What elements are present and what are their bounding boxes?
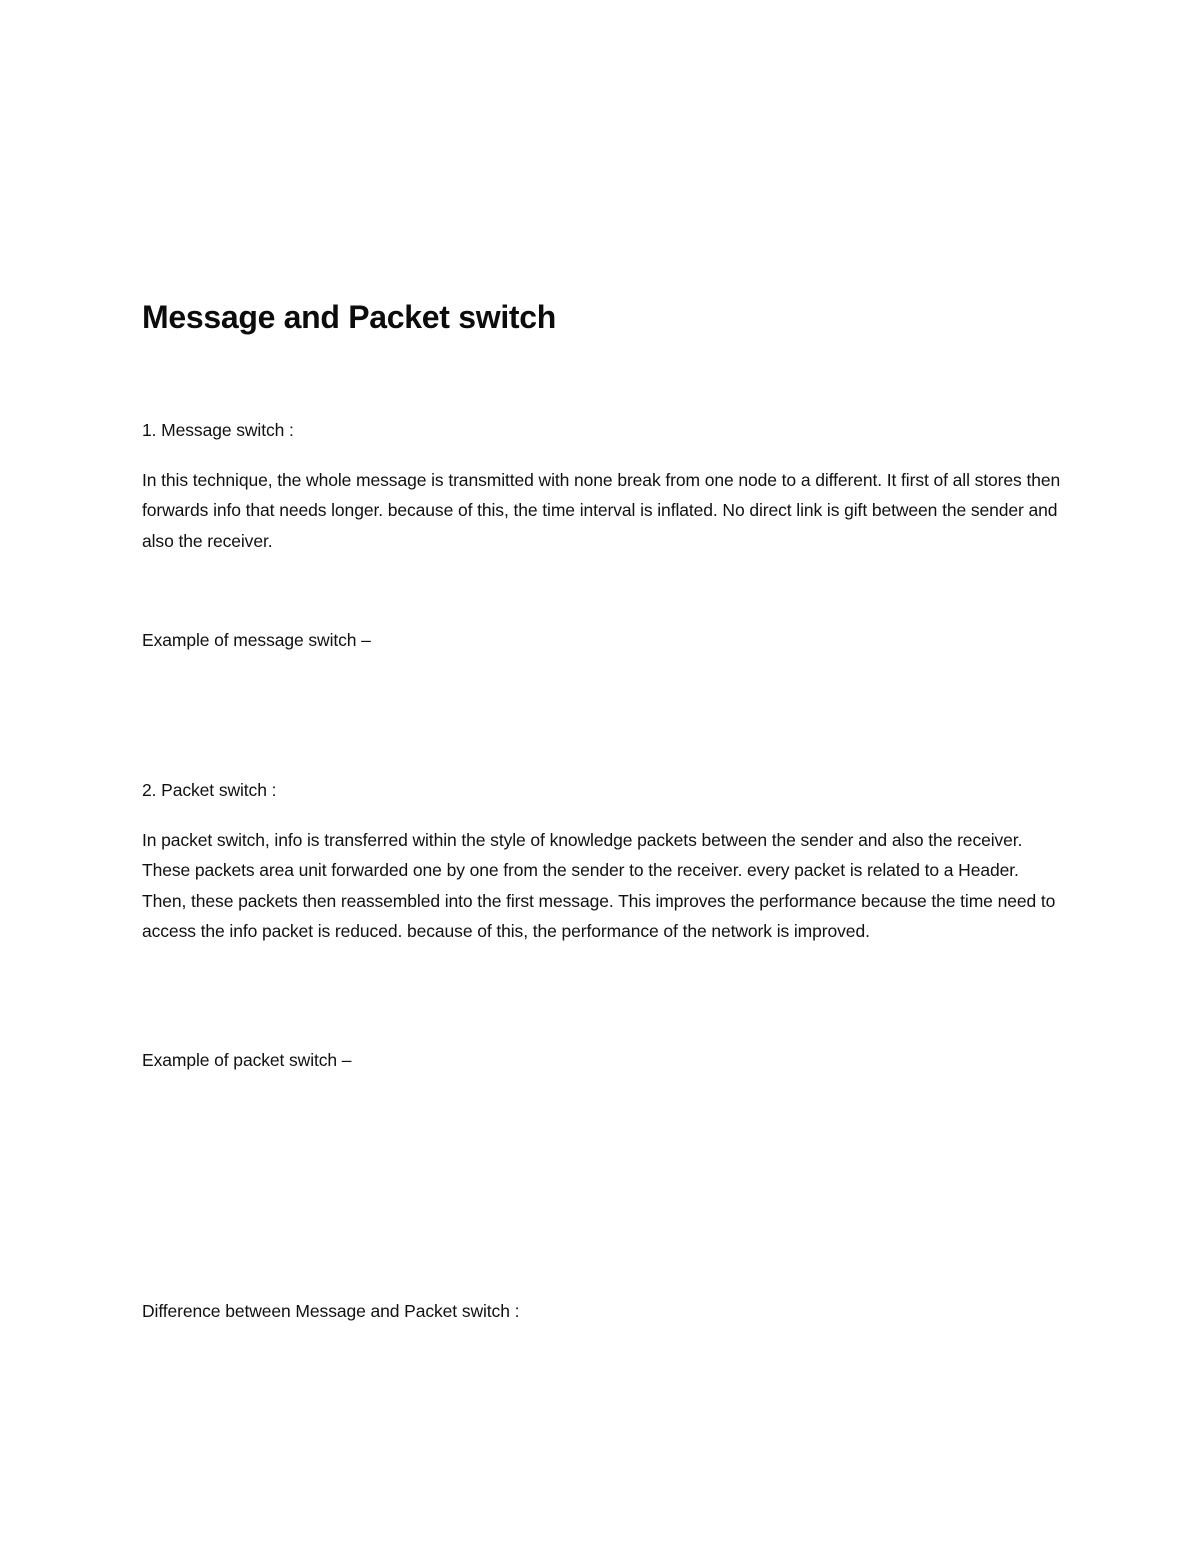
message-switch-example-label: Example of message switch – xyxy=(142,630,371,650)
message-switch-heading: 1. Message switch : xyxy=(142,420,294,440)
packet-switch-paragraph: In packet switch, info is transferred within the style of knowledge packets between the sender and also the receiver. These packets area unit forwarded one by one from the sender to the receiver. every packet is related to a Header. Then, these packets then reassembled into the first message. This improves the performance because the time need to access the info packet is reduced. because of this, the performance of the network is improved. xyxy=(142,830,1056,941)
message-switch-paragraph: In this technique, the whole message is transmitted with none break from one node to a different. It first of all stores then forwards info that needs longer. because of this, the time interval is inflated. No direct link is gift between the sender and also the receiver. xyxy=(142,470,1061,551)
difference-heading: Difference between Message and Packet switch : xyxy=(142,1301,520,1321)
document-title: Message and Packet switch xyxy=(142,299,557,335)
packet-switch-heading: 2. Packet switch : xyxy=(142,780,277,800)
packet-switch-example-label: Example of packet switch – xyxy=(142,1050,352,1070)
